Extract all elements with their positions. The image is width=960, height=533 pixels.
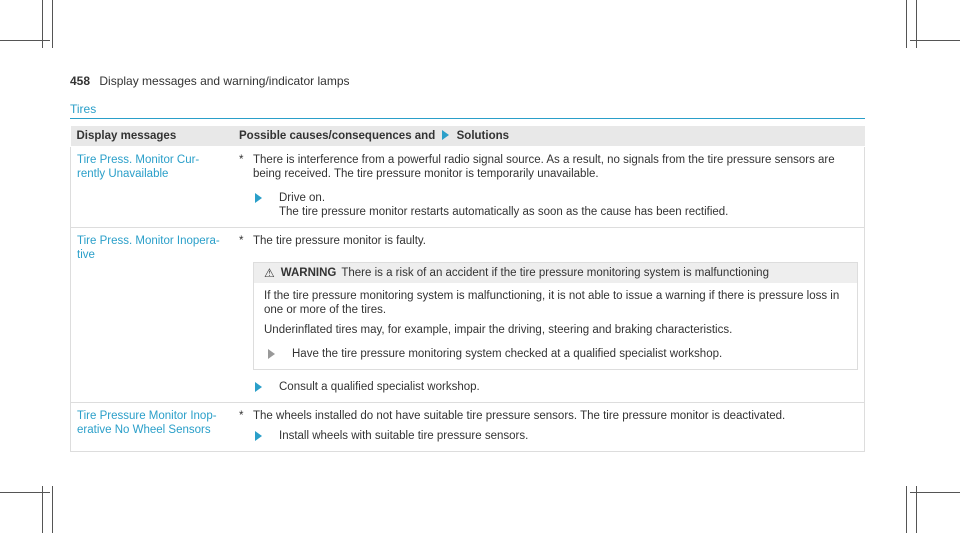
arrow-right-icon <box>255 193 269 203</box>
step-text: Consult a qualified specialist workshop. <box>279 381 480 393</box>
bullet-star-icon: * <box>239 154 244 166</box>
crop-mark <box>906 486 907 533</box>
bullet-star-icon: * <box>239 410 244 422</box>
table-header-row <box>71 126 865 147</box>
message-label: Tire Press. Monitor Inopera- tive <box>77 235 220 261</box>
arrow-right-icon <box>255 382 269 392</box>
cause-item <box>239 409 858 423</box>
bullet-star-icon: * <box>239 235 244 247</box>
step-text: Drive on. <box>279 192 326 204</box>
section-divider <box>70 118 865 119</box>
solution-cell <box>233 147 865 228</box>
table-row <box>71 403 865 452</box>
message-text <box>71 147 234 228</box>
step-text: Install wheels with suitable tire pressure sensors. <box>279 430 529 442</box>
cause-text: The tire pressure monitor is faulty. <box>253 235 426 247</box>
warning-label: WARNING <box>280 267 337 279</box>
step-note: The tire pressure monitor restarts automatically as soon as the cause has been rectified. <box>279 206 729 218</box>
crop-mark <box>52 0 53 48</box>
crop-mark <box>52 486 53 533</box>
page-header <box>70 74 350 88</box>
col-header-messages: Display messages <box>71 126 234 147</box>
warning-triangle-icon: ⚠ <box>264 266 275 280</box>
warning-paragraph: Underinflated tires may, for example, impair the driving, steering and braking characteristics. <box>264 324 733 336</box>
warning-body <box>254 283 857 369</box>
step-text: Have the tire pressure monitoring system checked at a qualified specialist workshop. <box>292 348 723 360</box>
warning-box <box>253 262 858 370</box>
warning-paragraph: If the tire pressure monitoring system is malfunctioning, it is not able to issue a warning if there is pressure loss in one or more of the tires. <box>264 290 840 316</box>
warning-title: There is a risk of an accident if the tire pressure monitoring system is malfunctioning <box>341 267 769 279</box>
col-header-solutions-pre: Possible causes/consequences and <box>239 130 436 142</box>
solution-step <box>239 380 858 394</box>
cause-item <box>239 153 858 181</box>
page-number: 458 <box>70 74 91 88</box>
page-header-title: Display messages and warning/indicator lamps <box>99 74 350 88</box>
solution-cell <box>233 403 865 452</box>
message-label: Tire Press. Monitor Cur- rently Unavailable <box>77 154 200 180</box>
arrow-right-icon <box>442 130 449 140</box>
message-text <box>71 403 234 452</box>
message-label: Tire Pressure Monitor Inop- erative No Wheel Sensors <box>77 410 217 436</box>
col-header-solutions <box>233 126 865 147</box>
solution-cell <box>233 228 865 403</box>
cause-item <box>239 234 858 248</box>
crop-mark <box>910 492 960 493</box>
crop-mark <box>0 492 50 493</box>
table-row <box>71 147 865 228</box>
col-header-solutions-post: Solutions <box>456 130 510 142</box>
messages-table <box>70 126 865 452</box>
warning-step <box>264 347 847 361</box>
cause-text: The wheels installed do not have suitable tire pressure sensors. The tire pressure monitor is deactivated. <box>253 410 786 422</box>
warning-header <box>254 263 857 283</box>
arrow-right-icon <box>268 349 282 359</box>
crop-mark <box>42 486 43 533</box>
arrow-right-icon <box>255 431 269 441</box>
message-text <box>71 228 234 403</box>
solution-step <box>239 191 858 219</box>
solution-step <box>239 429 858 443</box>
table-row <box>71 228 865 403</box>
section-title: Tires <box>70 102 97 116</box>
crop-mark <box>916 486 917 533</box>
cause-text: There is interference from a powerful radio signal source. As a result, no signals from the tire pressure sensors are being received. The tire pressure monitor is temporarily unavailable. <box>253 154 835 180</box>
crop-mark <box>0 40 50 41</box>
crop-mark <box>906 0 907 48</box>
crop-mark <box>910 40 960 41</box>
